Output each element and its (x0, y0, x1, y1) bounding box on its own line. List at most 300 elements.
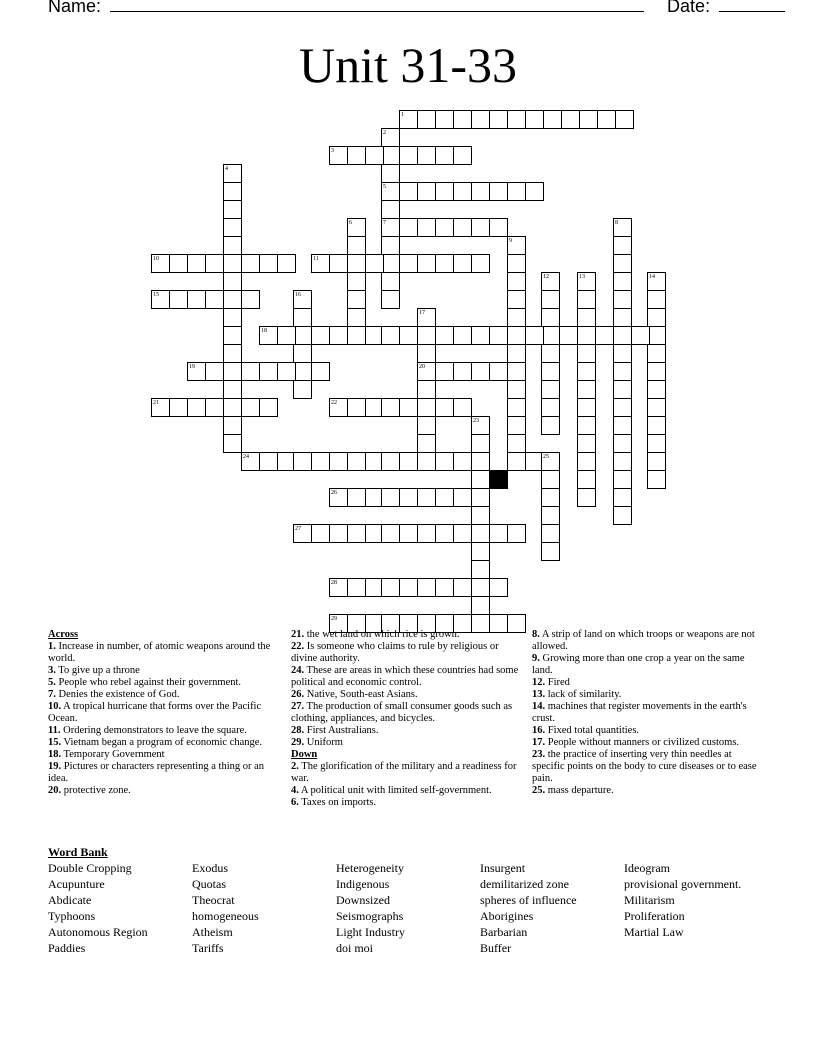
clue-number-label: 17. (532, 737, 546, 748)
grid-cell[interactable] (347, 578, 366, 597)
grid-cell[interactable] (399, 254, 418, 273)
grid-cell[interactable] (613, 506, 632, 525)
clue-number: 19 (189, 364, 195, 370)
grid-cell[interactable] (613, 398, 632, 417)
grid-cell[interactable] (223, 380, 242, 399)
grid-cell[interactable] (471, 434, 490, 453)
grid-cell[interactable] (507, 398, 526, 417)
grid-cell[interactable] (417, 524, 436, 543)
clue-text: mass departure. (545, 785, 614, 796)
grid-cell[interactable] (399, 146, 418, 165)
grid-cell[interactable] (347, 254, 366, 273)
grid-cell[interactable] (241, 362, 260, 381)
grid-cell[interactable] (577, 326, 596, 345)
grid-cell[interactable] (507, 416, 526, 435)
grid-cell[interactable] (507, 254, 526, 273)
clue-number-label: 8. (532, 629, 540, 640)
clues-column-3 (532, 629, 762, 797)
grid-cell[interactable] (647, 470, 666, 489)
grid-cell[interactable] (417, 146, 436, 165)
grid-cell[interactable] (613, 470, 632, 489)
grid-cell[interactable] (417, 344, 436, 363)
grid-cell[interactable] (435, 182, 454, 201)
grid-cell[interactable] (631, 326, 650, 345)
grid-cell[interactable] (453, 182, 472, 201)
grid-cell[interactable] (613, 254, 632, 273)
clues-column-1 (48, 629, 278, 797)
grid-cell[interactable] (471, 452, 490, 471)
grid-cell[interactable] (541, 362, 560, 381)
name-field[interactable] (110, 0, 644, 12)
grid-cell[interactable] (471, 488, 490, 507)
clue-text: The production of small consumer goods such as clothing, appliances, and bicycles. (291, 701, 513, 724)
grid-cell[interactable] (223, 344, 242, 363)
grid-cell[interactable] (489, 524, 508, 543)
clue-number-label: 29. (291, 737, 305, 748)
grid-cell[interactable] (205, 254, 224, 273)
grid-cell[interactable] (507, 272, 526, 291)
word-bank-entry: Militarism (624, 893, 675, 907)
grid-cell[interactable] (453, 578, 472, 597)
grid-cell[interactable] (347, 308, 366, 327)
clue-number-label: 15. (48, 737, 62, 748)
grid-cell[interactable] (329, 254, 348, 273)
grid-cell[interactable] (577, 470, 596, 489)
grid-cell[interactable] (435, 452, 454, 471)
word-bank-entry: Acupunture (48, 877, 105, 891)
grid-cell[interactable] (595, 326, 614, 345)
grid-cell[interactable] (471, 596, 490, 615)
grid-cell[interactable] (647, 290, 666, 309)
grid-cell[interactable] (169, 290, 188, 309)
grid-cell[interactable] (169, 398, 188, 417)
grid-cell[interactable] (223, 398, 242, 417)
grid-cell[interactable] (329, 524, 348, 543)
word-bank-entry: Barbarian (480, 925, 528, 939)
grid-cell[interactable] (381, 398, 400, 417)
grid-cell[interactable] (223, 200, 242, 219)
grid-cell[interactable] (613, 434, 632, 453)
grid-cell[interactable] (471, 578, 490, 597)
clue-text: People who rebel against their government. (55, 677, 242, 688)
grid-cell[interactable] (613, 416, 632, 435)
grid-cell[interactable] (541, 416, 560, 435)
grid-cell[interactable] (187, 254, 206, 273)
down-heading: Down (291, 749, 318, 760)
clue-number: 13 (579, 274, 585, 280)
clue-text: Temporary Government (61, 749, 165, 760)
clue-text: machines that register movements in the earth's crust. (532, 701, 747, 724)
word-bank-entry: Downsized (336, 893, 390, 907)
grid-cell[interactable] (647, 344, 666, 363)
grid-cell[interactable] (471, 524, 490, 543)
clue-number: 1 (401, 112, 404, 118)
grid-cell[interactable] (223, 254, 242, 273)
grid-cell[interactable] (525, 182, 544, 201)
grid-cell[interactable] (543, 110, 562, 129)
word-bank-entry: spheres of influence (480, 893, 577, 907)
clue-number-label: 11. (48, 725, 61, 736)
grid-cell[interactable] (471, 506, 490, 525)
grid-cell[interactable] (347, 146, 366, 165)
clue-number-label: 13. (532, 689, 546, 700)
grid-cell[interactable] (647, 380, 666, 399)
clue-text: Taxes on imports. (298, 797, 377, 808)
grid-cell[interactable] (647, 362, 666, 381)
clue-number-label: 4. (291, 785, 299, 796)
clue-text: A strip of land on which troops or weapons are not allowed. (532, 629, 755, 652)
grid-cell[interactable] (399, 524, 418, 543)
grid-cell[interactable] (399, 452, 418, 471)
grid-cell[interactable] (223, 308, 242, 327)
clue (291, 785, 521, 797)
grid-cell[interactable] (525, 110, 544, 129)
grid-cell[interactable] (365, 146, 384, 165)
grid-cell[interactable] (559, 326, 578, 345)
clue-number: 18 (261, 328, 267, 334)
grid-cell[interactable] (259, 452, 278, 471)
clue-text: Uniform (304, 737, 343, 748)
word-bank-column (336, 860, 405, 956)
grid-cell[interactable] (453, 362, 472, 381)
grid-cell[interactable] (507, 524, 526, 543)
grid-cell[interactable] (613, 452, 632, 471)
grid-cell[interactable] (381, 200, 400, 219)
grid-cell[interactable] (381, 326, 400, 345)
grid-cell[interactable] (399, 578, 418, 597)
word-bank-entry: Aborigines (480, 909, 534, 923)
grid-cell[interactable] (507, 452, 526, 471)
grid-cell[interactable] (417, 398, 436, 417)
grid-cell[interactable] (347, 524, 366, 543)
grid-cell[interactable] (259, 398, 278, 417)
page-header (48, 0, 785, 17)
grid-cell[interactable] (471, 254, 490, 273)
grid-cell[interactable] (507, 290, 526, 309)
grid-cell[interactable] (435, 398, 454, 417)
grid-cell[interactable] (489, 578, 508, 597)
grid-cell[interactable] (169, 254, 188, 273)
grid-cell[interactable] (417, 434, 436, 453)
grid-cell[interactable] (541, 380, 560, 399)
grid-cell[interactable] (525, 326, 544, 345)
grid-cell[interactable] (277, 362, 296, 381)
clue-text: A tropical hurricane that forms over the Pacific Ocean. (48, 701, 262, 724)
grid-cell[interactable] (541, 398, 560, 417)
grid-cell[interactable] (277, 254, 296, 273)
clue-text: the practice of inserting very thin needles at specific points on the body to cure diseases or to ease pain. (532, 749, 757, 784)
grid-cell[interactable] (381, 488, 400, 507)
word-bank-entry: Atheism (192, 925, 233, 939)
grid-cell[interactable] (381, 452, 400, 471)
grid-cell[interactable] (453, 524, 472, 543)
grid-cell[interactable] (347, 236, 366, 255)
grid-cell[interactable] (347, 326, 366, 345)
grid-cell[interactable] (613, 308, 632, 327)
grid-cell[interactable] (577, 488, 596, 507)
grid-cell[interactable] (471, 470, 490, 489)
grid-cell[interactable] (471, 110, 490, 129)
grid-cell[interactable] (541, 488, 560, 507)
grid-cell[interactable] (381, 290, 400, 309)
grid-cell[interactable] (541, 308, 560, 327)
grid-cell[interactable] (399, 398, 418, 417)
grid-cell[interactable] (205, 362, 224, 381)
grid-cell[interactable] (453, 488, 472, 507)
grid-cell[interactable] (435, 218, 454, 237)
clue (532, 701, 762, 725)
grid-cell[interactable] (381, 272, 400, 291)
grid-cell[interactable] (399, 182, 418, 201)
grid-cell[interactable] (187, 398, 206, 417)
grid-cell[interactable] (489, 110, 508, 129)
grid-cell[interactable] (507, 326, 526, 345)
grid-cell[interactable] (453, 218, 472, 237)
clue-number: 6 (349, 220, 352, 226)
grid-cell[interactable] (597, 110, 616, 129)
grid-cell[interactable] (435, 254, 454, 273)
grid-cell[interactable] (223, 434, 242, 453)
grid-cell[interactable] (647, 434, 666, 453)
grid-cell[interactable] (435, 362, 454, 381)
grid-cell[interactable] (399, 326, 418, 345)
word-bank-entry: Double Cropping (48, 861, 132, 875)
grid-cell[interactable] (577, 380, 596, 399)
grid-cell[interactable] (435, 524, 454, 543)
clue-number-label: 25. (532, 785, 546, 796)
grid-cell[interactable] (311, 326, 330, 345)
grid-cell[interactable] (541, 506, 560, 525)
word-bank-entry: Heterogeneity (336, 861, 404, 875)
grid-cell[interactable] (577, 398, 596, 417)
grid-cell[interactable] (489, 362, 508, 381)
grid-cell[interactable] (541, 524, 560, 543)
grid-cell[interactable] (187, 290, 206, 309)
grid-cell[interactable] (347, 272, 366, 291)
grid-cell[interactable] (417, 452, 436, 471)
grid-cell[interactable] (347, 398, 366, 417)
grid-cell[interactable] (541, 470, 560, 489)
grid-cell[interactable] (365, 254, 384, 273)
word-bank-entry: Tariffs (192, 941, 224, 955)
grid-cell[interactable] (577, 362, 596, 381)
grid-cell[interactable] (399, 218, 418, 237)
clue-number: 28 (331, 580, 337, 586)
grid-cell[interactable] (259, 362, 278, 381)
grid-cell[interactable] (647, 308, 666, 327)
grid-cell[interactable] (241, 254, 260, 273)
clue-number: 29 (331, 616, 337, 622)
grid-cell[interactable] (507, 434, 526, 453)
grid-cell[interactable] (329, 452, 348, 471)
clue-text: First Australians. (304, 725, 379, 736)
grid-cell[interactable] (647, 416, 666, 435)
grid-cell[interactable] (223, 272, 242, 291)
clue-number: 12 (543, 274, 549, 280)
grid-cell[interactable] (311, 452, 330, 471)
clue-number: 3 (331, 148, 334, 154)
grid-cell[interactable] (259, 254, 278, 273)
grid-cell[interactable] (241, 290, 260, 309)
grid-cell[interactable] (435, 110, 454, 129)
grid-cell[interactable] (311, 362, 330, 381)
grid-cell[interactable] (347, 452, 366, 471)
grid-cell[interactable] (489, 182, 508, 201)
grid-cell[interactable] (471, 542, 490, 561)
clue (291, 797, 521, 809)
grid-cell[interactable] (577, 290, 596, 309)
word-bank-entry: Buffer (480, 941, 512, 955)
grid-cell[interactable] (293, 452, 312, 471)
grid-cell[interactable] (329, 326, 348, 345)
grid-cell[interactable] (507, 380, 526, 399)
clue (48, 689, 278, 701)
clue (48, 785, 278, 797)
grid-cell[interactable] (615, 110, 634, 129)
black-cell (489, 470, 508, 489)
grid-cell[interactable] (613, 380, 632, 399)
grid-cell[interactable] (399, 488, 418, 507)
grid-cell[interactable] (613, 236, 632, 255)
grid-cell[interactable] (223, 236, 242, 255)
grid-cell[interactable] (435, 488, 454, 507)
date-field[interactable] (719, 0, 785, 12)
grid-cell[interactable] (577, 452, 596, 471)
word-bank-entry: Insurgent (480, 861, 526, 875)
clue-number-label: 28. (291, 725, 305, 736)
grid-cell[interactable] (613, 326, 632, 345)
clue (532, 785, 762, 797)
grid-cell[interactable] (453, 110, 472, 129)
grid-cell[interactable] (453, 254, 472, 273)
grid-cell[interactable] (577, 344, 596, 363)
grid-cell[interactable] (577, 308, 596, 327)
grid-cell[interactable] (541, 344, 560, 363)
grid-cell[interactable] (577, 416, 596, 435)
grid-cell[interactable] (471, 218, 490, 237)
grid-cell[interactable] (453, 146, 472, 165)
grid-cell[interactable] (223, 362, 242, 381)
clue (48, 701, 278, 725)
grid-cell[interactable] (613, 290, 632, 309)
grid-cell[interactable] (541, 290, 560, 309)
clue-text: Denies the existence of God. (55, 689, 180, 700)
word-bank-entry: demilitarized zone (480, 877, 569, 891)
grid-cell[interactable] (417, 380, 436, 399)
grid-cell[interactable] (223, 290, 242, 309)
grid-cell[interactable] (471, 362, 490, 381)
grid-cell[interactable] (647, 452, 666, 471)
grid-cell[interactable] (613, 344, 632, 363)
clue (532, 749, 762, 785)
grid-cell[interactable] (471, 326, 490, 345)
grid-cell[interactable] (579, 110, 598, 129)
grid-cell[interactable] (347, 488, 366, 507)
clue-number: 26 (331, 490, 337, 496)
clue-text: Ordering demonstrators to leave the square. (60, 725, 247, 736)
grid-cell[interactable] (381, 236, 400, 255)
clue (532, 677, 762, 689)
grid-cell[interactable] (507, 344, 526, 363)
grid-cell[interactable] (577, 434, 596, 453)
date-label: Date: (667, 0, 711, 16)
grid-cell[interactable] (223, 218, 242, 237)
grid-cell[interactable] (507, 308, 526, 327)
grid-cell[interactable] (561, 110, 580, 129)
clue-text: These are areas in which these countries had some political and economic control. (291, 665, 519, 688)
grid-cell[interactable] (381, 164, 400, 183)
clue-number: 10 (153, 256, 159, 262)
grid-cell[interactable] (453, 452, 472, 471)
grid-cell[interactable] (613, 272, 632, 291)
clue-text: Fixed total quantities. (545, 725, 640, 736)
grid-cell[interactable] (347, 290, 366, 309)
grid-cell[interactable] (293, 344, 312, 363)
grid-cell[interactable] (205, 398, 224, 417)
grid-cell[interactable] (489, 326, 508, 345)
grid-cell[interactable] (417, 416, 436, 435)
clue (48, 641, 278, 665)
clue-text: People without manners or civilized customs. (545, 737, 740, 748)
grid-cell[interactable] (311, 524, 330, 543)
grid-cell[interactable] (205, 290, 224, 309)
grid-cell[interactable] (647, 398, 666, 417)
clue-text: Is someone who claims to rule by religious or divine authority. (291, 641, 499, 664)
grid-cell[interactable] (507, 362, 526, 381)
clue-number: 15 (153, 292, 159, 298)
grid-cell[interactable] (241, 398, 260, 417)
grid-cell[interactable] (417, 182, 436, 201)
grid-cell[interactable] (293, 380, 312, 399)
grid-cell[interactable] (417, 488, 436, 507)
grid-cell[interactable] (453, 398, 472, 417)
clue-number: 14 (649, 274, 655, 280)
grid-cell[interactable] (471, 182, 490, 201)
clue (532, 629, 762, 653)
clue-number-label: 6. (291, 797, 299, 808)
grid-cell[interactable] (435, 326, 454, 345)
grid-cell[interactable] (507, 110, 526, 129)
grid-cell[interactable] (435, 146, 454, 165)
clue-number: 16 (295, 292, 301, 298)
grid-cell[interactable] (507, 182, 526, 201)
clue-number: 22 (331, 400, 337, 406)
grid-cell[interactable] (471, 560, 490, 579)
grid-cell[interactable] (417, 254, 436, 273)
clue-number-label: 23. (532, 749, 546, 760)
grid-cell[interactable] (489, 218, 508, 237)
clue-number: 7 (383, 220, 386, 226)
grid-cell[interactable] (381, 578, 400, 597)
grid-cell[interactable] (435, 578, 454, 597)
grid-cell[interactable] (613, 488, 632, 507)
grid-cell[interactable] (417, 578, 436, 597)
grid-cell[interactable] (223, 182, 242, 201)
grid-cell[interactable] (417, 110, 436, 129)
grid-cell[interactable] (417, 218, 436, 237)
grid-cell[interactable] (613, 362, 632, 381)
grid-cell[interactable] (223, 416, 242, 435)
grid-cell[interactable] (277, 326, 296, 345)
page-title: Unit 31-33 (298, 37, 518, 93)
grid-cell[interactable] (541, 542, 560, 561)
grid-cell[interactable] (223, 326, 242, 345)
grid-cell[interactable] (293, 308, 312, 327)
clue-text: lack of similarity. (545, 689, 622, 700)
grid-cell[interactable] (381, 524, 400, 543)
clue-text: the wet land on which rice is grown. (304, 629, 460, 640)
grid-cell[interactable] (453, 326, 472, 345)
